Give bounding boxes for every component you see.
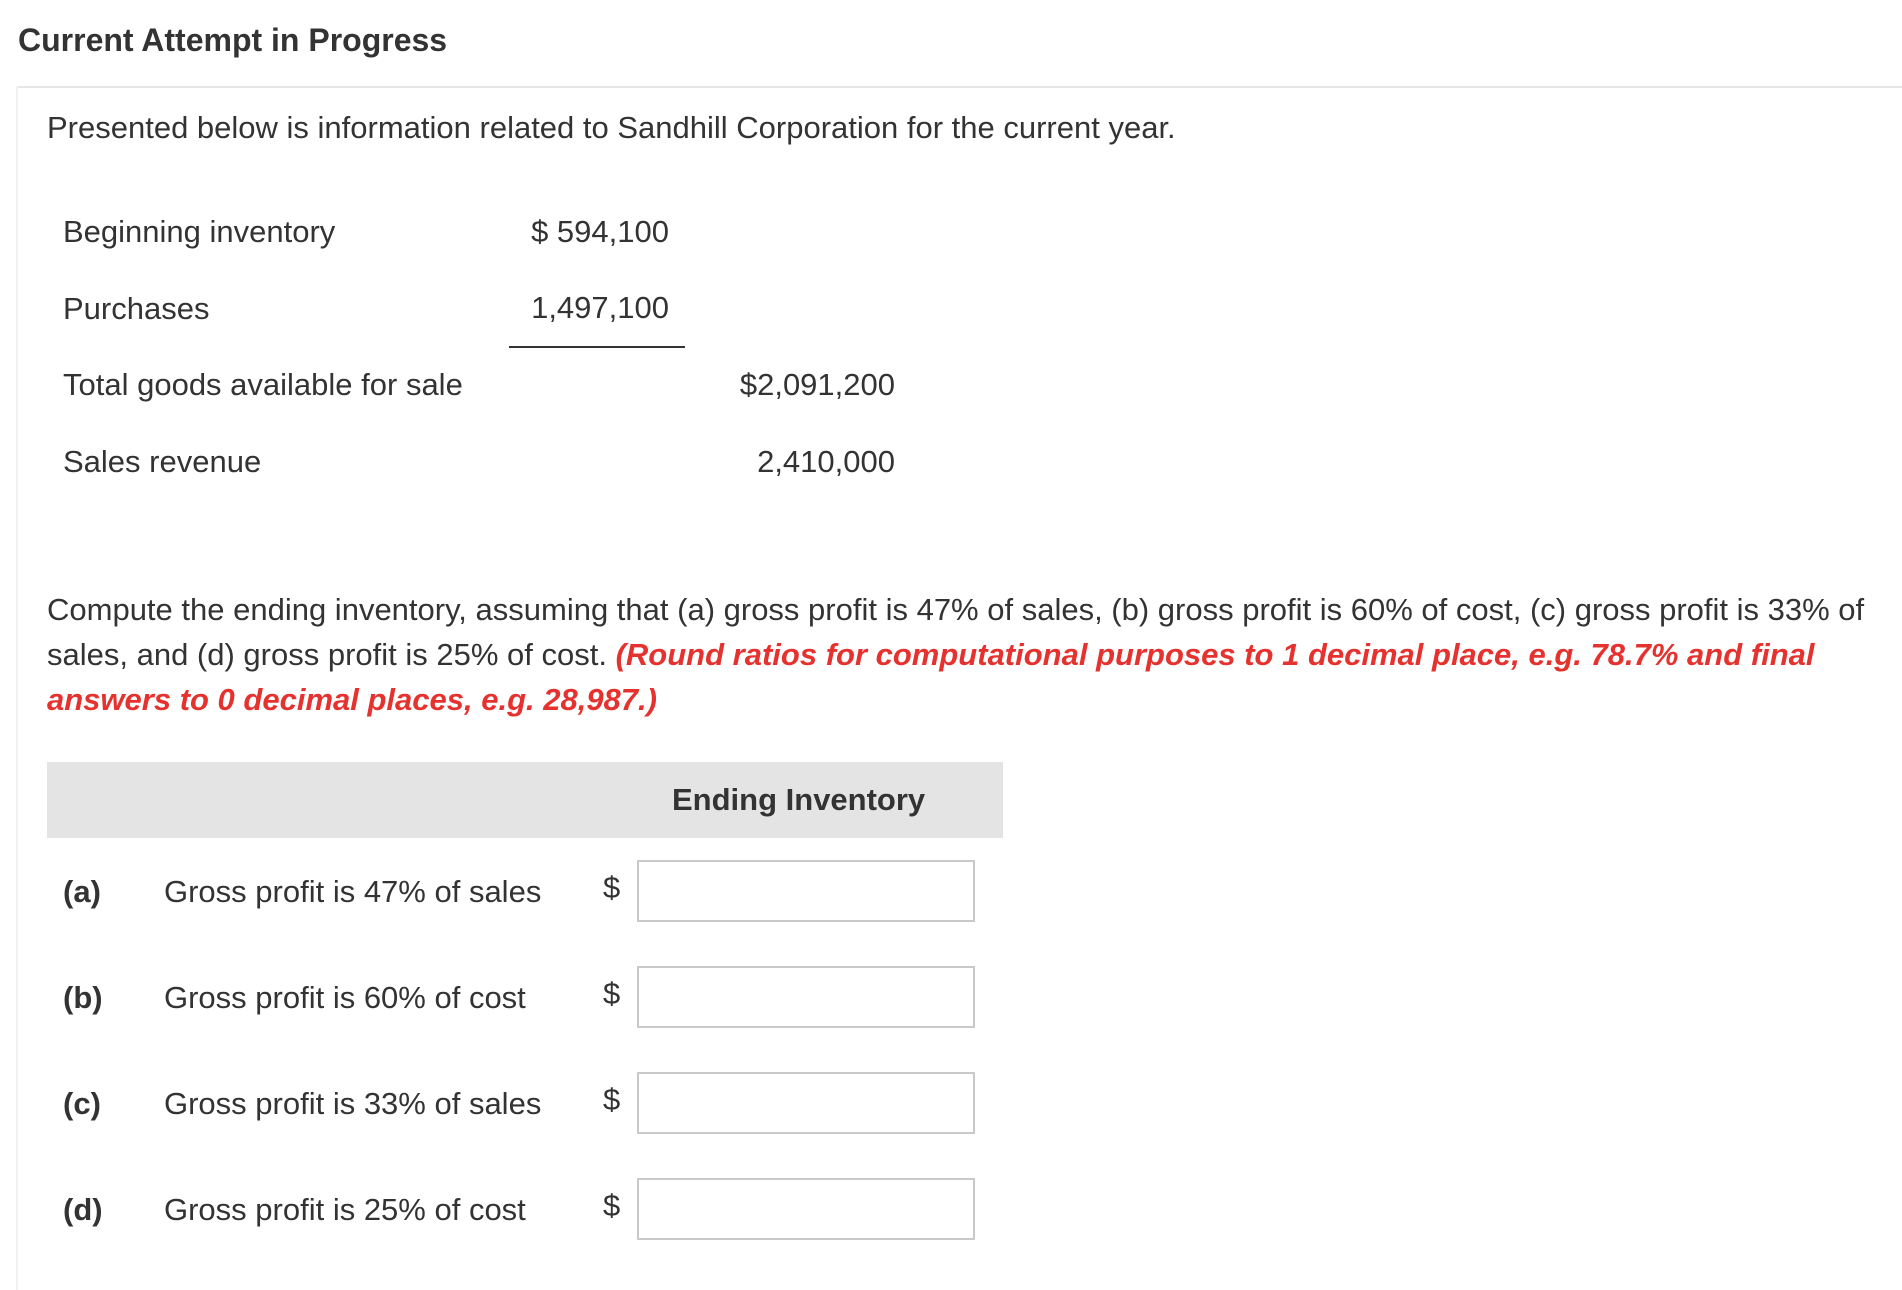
info-label-purchases: Purchases: [63, 291, 210, 326]
info-value-purchases: 1,497,100: [531, 290, 669, 325]
ending-inventory-input-a[interactable]: [637, 860, 975, 922]
dollar-sign: $: [603, 1188, 621, 1223]
dollar-sign: $: [603, 1082, 621, 1117]
attempt-title: Current Attempt in Progress: [18, 22, 448, 58]
answer-row: [47, 860, 1003, 926]
problem-intro: Presented below is information related to Sandhill Corporation for the current year.: [47, 110, 1176, 145]
left-border: [16, 86, 18, 1290]
row-description: Gross profit is 33% of sales: [164, 1086, 542, 1121]
dollar-sign: $: [603, 976, 621, 1011]
instructions-text: Compute the ending inventory, assuming that (a) gross profit is 47% of sales, (b) gross profit is 60% of cost, (c) gross profit is 33% of sales, and (d) gross profit is 25% of cost.: [47, 592, 1865, 672]
column-header-ending-inventory: Ending Inventory: [672, 782, 926, 817]
rounding-note: (Round ratios for computational purposes to 1 decimal place, e.g. 78.7% and final answers to 0 decimal places, e.g. 28,987.): [47, 637, 1815, 717]
row-description: Gross profit is 60% of cost: [164, 980, 526, 1015]
ending-inventory-input-c[interactable]: [637, 1072, 975, 1134]
row-letter: (a): [63, 874, 101, 909]
info-label-sales-revenue: Sales revenue: [63, 444, 262, 479]
answer-table-header: [47, 762, 1003, 838]
row-letter: (c): [63, 1086, 101, 1121]
info-value-total-goods: $2,091,200: [739, 367, 895, 402]
info-value-beginning-inventory: $ 594,100: [531, 214, 669, 249]
row-letter: (b): [63, 980, 103, 1015]
ending-inventory-input-d[interactable]: [637, 1178, 975, 1240]
answer-row: [47, 966, 1003, 1032]
row-description: Gross profit is 25% of cost: [164, 1192, 526, 1227]
row-letter: (d): [63, 1192, 103, 1227]
header-divider: [18, 86, 1902, 88]
row-description: Gross profit is 47% of sales: [164, 874, 542, 909]
dollar-sign: $: [603, 870, 621, 905]
answer-row: [47, 1072, 1003, 1138]
info-value-sales-revenue: 2,410,000: [757, 444, 895, 479]
info-label-beginning-inventory: Beginning inventory: [63, 214, 336, 249]
purchases-underline: [509, 346, 685, 348]
instructions: [47, 587, 1867, 722]
ending-inventory-input-b[interactable]: [637, 966, 975, 1028]
info-label-total-goods: Total goods available for sale: [63, 367, 463, 402]
answer-row: [47, 1178, 1003, 1244]
